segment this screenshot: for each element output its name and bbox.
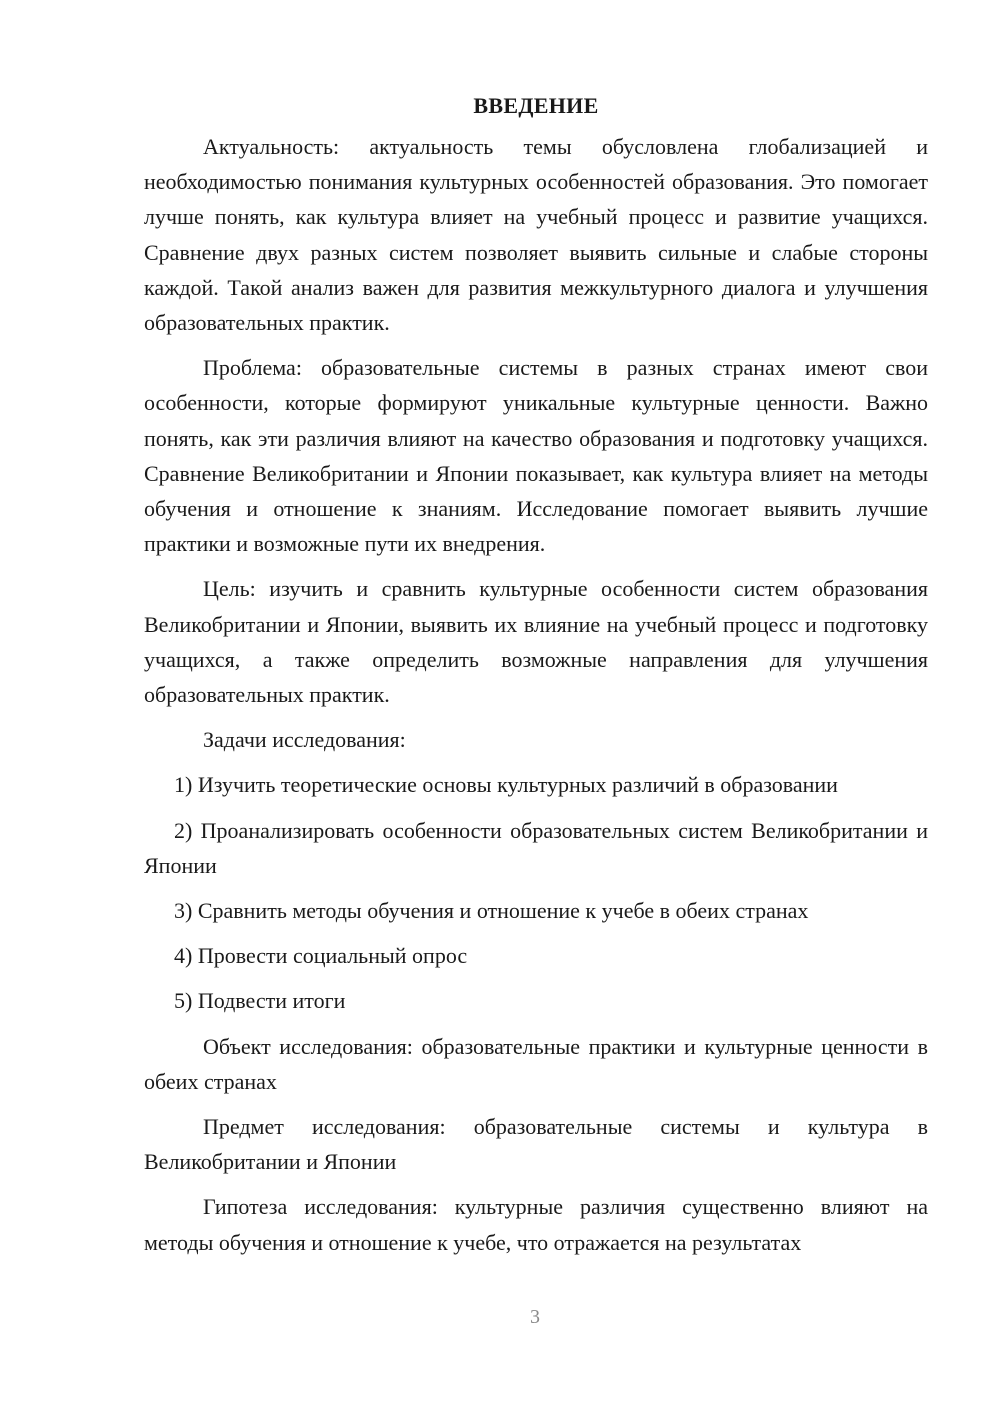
document-page xyxy=(144,88,928,1260)
task-item: 1) Изучить теоретические основы культурных различий в образовании xyxy=(174,772,838,798)
page-number: 3 xyxy=(530,1306,540,1328)
page-title: ВВЕДЕНИЕ xyxy=(473,93,599,118)
tasks-heading: Задачи исследования: xyxy=(203,727,406,753)
task-item: 4) Провести социальный опрос xyxy=(174,943,468,969)
task-item: 2) Проанализировать особенности образовательных систем Великобритании и Японии xyxy=(144,817,928,878)
task-item: 3) Сравнить методы обучения и отношение к учебе в обеих странах xyxy=(174,898,809,924)
paragraph-goal: Цель: изучить и сравнить культурные особенности систем образования Великобритании и Японии, выявить их влияние на учебный процесс и подготовку учащихся, а также определить возможные направления для улучшения образовательных практик. xyxy=(144,576,928,708)
task-item: 5) Подвести итоги xyxy=(174,988,346,1014)
paragraph-hypothesis: Гипотеза исследования: культурные различия существенно влияют на методы обучения и отношение к учебе, что отражается на результатах xyxy=(144,1194,928,1255)
paragraph-problem: Проблема: образовательные системы в разных странах имеют свои особенности, которые формируют уникальные культурные ценности. Важно понять, как эти различия влияют на качество образования и подготовку учащихся. Сравнение Великобритании и Японии показывает, как культура влияет на методы обучения и отношение к знаниям. Исследование помогает выявить лучшие практики и возможные пути их внедрения. xyxy=(144,355,928,557)
paragraph-object: Объект исследования: образовательные практики и культурные ценности в обеих странах xyxy=(144,1033,928,1094)
paragraph-subject: Предмет исследования: образовательные системы и культура в Великобритании и Японии xyxy=(144,1114,928,1175)
paragraph-relevance: Актуальность: актуальность темы обусловлена глобализацией и необходимостью понимания культурных особенностей образования. Это помогает лучше понять, как культура влияет на учебный процесс и развитие учащихся. Сравнение двух разных систем позволяет выявить сильные и слабые стороны каждой. Такой анализ важен для развития межкультурного диалога и улучшения образовательных практик. xyxy=(144,134,928,336)
